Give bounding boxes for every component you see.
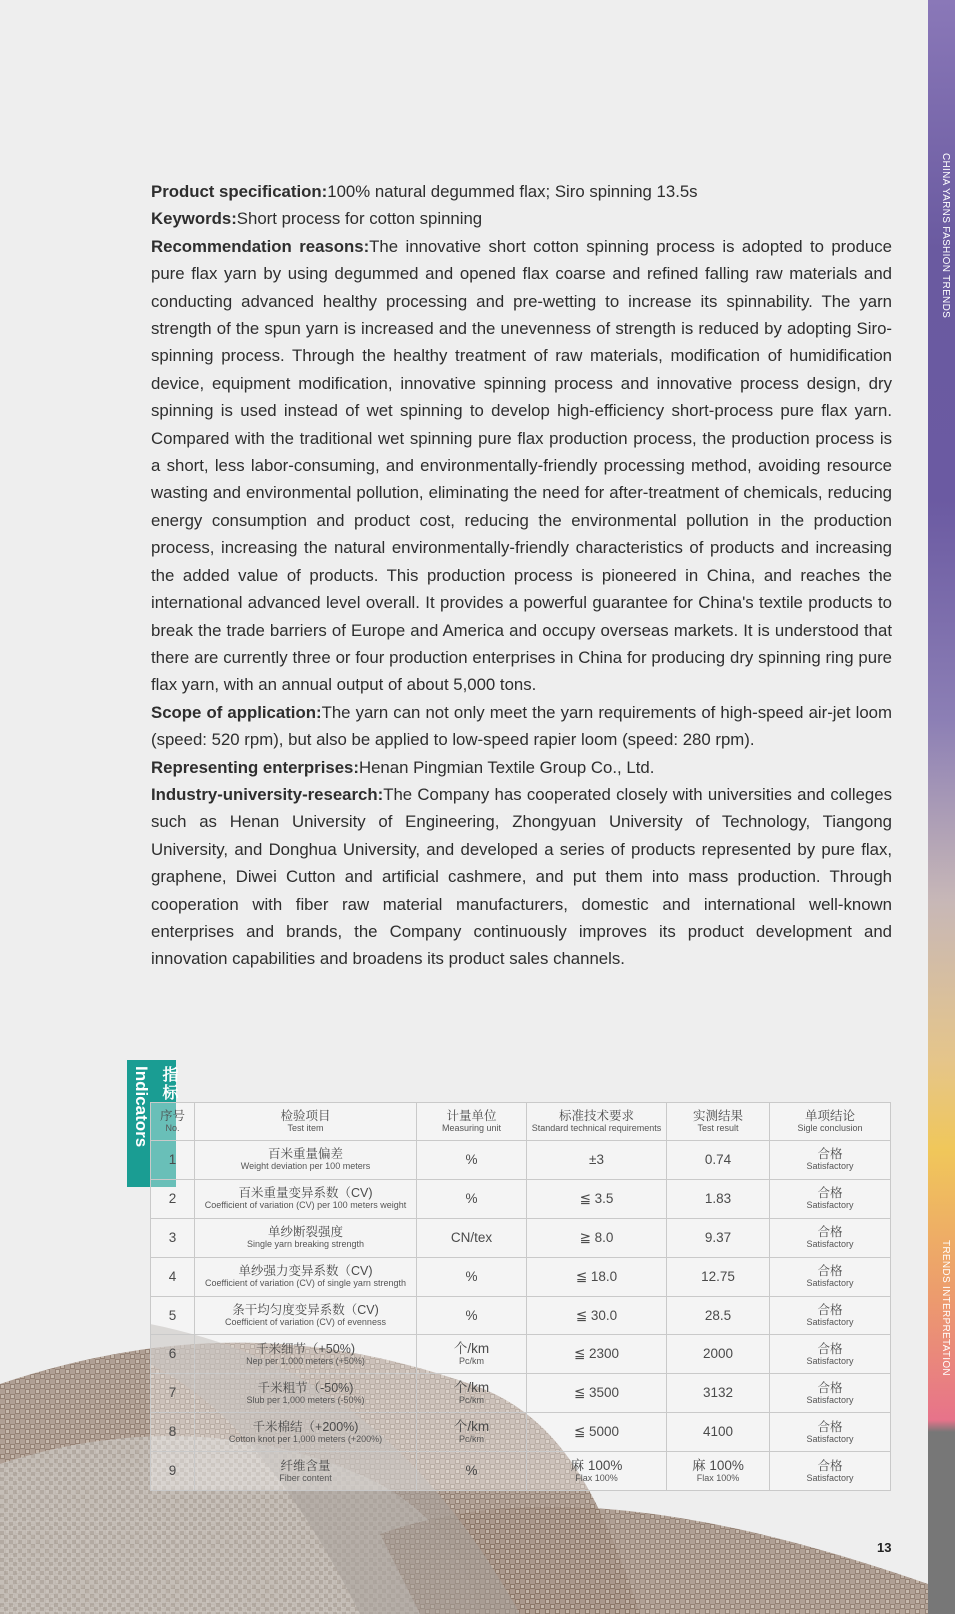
header-en: Measuring unit: [441, 1123, 502, 1133]
cell-no: [151, 1374, 195, 1413]
cell-unit-value: %: [465, 1307, 478, 1323]
enterprises-label: Representing enterprises:: [151, 757, 359, 777]
scope-label: Scope of application:: [151, 702, 322, 722]
scope-paragraph: [151, 699, 892, 754]
indicators-tab-en: Indicators: [132, 1066, 151, 1148]
cell-unit: [417, 1335, 527, 1374]
cell-standard: [527, 1179, 667, 1218]
cell-conclusion: [770, 1413, 891, 1452]
cell-conclusion: [770, 1179, 891, 1218]
cell-conclusion-sub: Satisfactory: [806, 1161, 854, 1172]
scope-text: The yarn can not only meet the yarn requirements of high-speed air-jet loom (speed: 520 rpm), but also be applied to low-speed rapier loom (speed: 280 rpm).: [151, 702, 892, 750]
cell-standard: [527, 1452, 667, 1491]
cell-unit-sub: Pc/km: [458, 1394, 484, 1405]
reasons-text: The innovative short cotton spinning process is adopted to produce pure flax yarn by using degummed and opened flax coarse and refined falling raw materials and conducting advanced healthy processing and pre-wetting to increase its spinnability. The yarn strength of the spun yarn is increased and the unevenness of strength is reduced by adopting Siro-spinning process. Through the healthy treatment of raw materials, modification of humidification device, equipment modification, innovative spinning process and innovative process design, dry spinning is used instead of wet spinning to develop high-efficiency short-process pure flax yarn. Compared with the traditional wet spinning pure flax production process, the production process is a short, less labor-consuming, and environmentally-friendly processing method, avoiding resource wasting and environmental pollution, eliminating the need for after-treatment of chemicals, reducing energy consumption and product cost, reducing the environmental pollution in the production process, increasing the natural environmentally-friendly characteristics of products and increasing the added value of products. This production process is pioneered in China, and reaches the international advanced level overall. It provides a powerful guarantee for China's textile products to break the trade barriers of Europe and America and occupy overseas markets. It is understood that there are currently three or four production enterprises in China for producing dry spinning ring pure flax yarn, with an annual output of about 5,000 tons.: [151, 236, 892, 695]
cell-conclusion-value: 合格: [817, 1419, 843, 1434]
cell-unit-sub: Pc/km: [458, 1433, 484, 1444]
cell-no: [151, 1257, 195, 1296]
header-en: Test result: [697, 1123, 739, 1133]
cell-conclusion: [770, 1141, 891, 1180]
cell-result: [667, 1452, 770, 1491]
enterprises-text: Henan Pingmian Textile Group Co., Ltd.: [358, 757, 655, 777]
cell-item-value: 单纱强力变异系数（CV): [238, 1264, 373, 1279]
header-en: No.: [165, 1123, 180, 1133]
cell-item: [195, 1413, 417, 1452]
cell-conclusion-value: 合格: [817, 1341, 843, 1356]
cell-no: [151, 1413, 195, 1452]
cell-no: [151, 1296, 195, 1335]
cell-item-sub: Nep per 1,000 meters (+50%): [246, 1355, 365, 1366]
cell-item: [195, 1179, 417, 1218]
cell-result-value: 2000: [702, 1346, 734, 1362]
spec-label: Product specification:: [151, 182, 328, 201]
cell-conclusion-sub: Satisfactory: [806, 1278, 854, 1289]
cell-conclusion: [770, 1218, 891, 1257]
cell-conclusion: [770, 1452, 891, 1491]
cell-item: [195, 1452, 417, 1491]
iur-paragraph: [151, 781, 892, 973]
cell-unit-value: 个/km: [453, 1418, 490, 1434]
header-cn: 序号: [159, 1109, 185, 1123]
cell-result: [667, 1413, 770, 1452]
cell-result-value: 4100: [702, 1424, 734, 1440]
cell-item-value: 条干均匀度变异系数（CV): [232, 1303, 379, 1317]
cell-no: [151, 1141, 195, 1180]
cell-no: [151, 1335, 195, 1374]
cell-result: [667, 1374, 770, 1413]
cell-item: [195, 1335, 417, 1374]
cell-item-value: 千米棉结（+200%): [252, 1419, 359, 1434]
cell-result-value: 0.74: [704, 1151, 732, 1167]
iur-label: Industry-university-research:: [151, 784, 384, 804]
cell-conclusion-sub: Satisfactory: [806, 1239, 854, 1250]
cell-standard-value: 麻 100%: [570, 1457, 623, 1473]
cell-conclusion-value: 合格: [817, 1264, 843, 1279]
cell-result-value: 28.5: [704, 1307, 732, 1323]
cell-item-value: 千米粗节（-50%): [257, 1380, 354, 1395]
header-std: [527, 1103, 667, 1141]
cell-standard-value: ±3: [589, 1151, 604, 1167]
header-no: [151, 1103, 195, 1141]
cell-unit: [417, 1179, 527, 1218]
cell-item-sub: Slub per 1,000 meters (-50%): [246, 1394, 365, 1405]
header-en: Standard technical requirements: [531, 1123, 662, 1133]
cell-conclusion-value: 合格: [817, 1458, 843, 1473]
iur-text: The Company has cooperated closely with universities and colleges such as Henan University of Engineering, Zhongyuan University of Technology, Tiangong University, and Donghua University, and developed a series of products represented by pure flax, graphene, Diwei Cutton and artificial cashmere, and put them into mass production. Through cooperation with fiber raw material manufacturers, domestic and international well-known enterprises and brands, the Company continuously improves its product development and innovation capabilities and broadens its product sales channels.: [151, 784, 892, 969]
keywords-text: Short process for cotton spinning: [236, 209, 483, 229]
cell-item-value: 纤维含量: [280, 1458, 331, 1473]
cell-item-sub: Fiber content: [279, 1472, 332, 1483]
cell-item-value: 千米细节（+50%): [256, 1341, 355, 1356]
table-row: [151, 1413, 891, 1452]
table-row: [151, 1374, 891, 1413]
cell-no-value: 7: [168, 1385, 177, 1401]
cell-result-value: 麻 100%: [692, 1457, 744, 1473]
spec-text: 100% natural degummed flax; Siro spinning 13.5s: [327, 182, 698, 201]
cell-item: [195, 1296, 417, 1335]
cell-unit-value: %: [465, 1463, 478, 1479]
cell-item: [195, 1141, 417, 1180]
table-row: [151, 1296, 891, 1335]
cell-standard-value: ≦ 2300: [573, 1346, 620, 1362]
cell-standard: [527, 1257, 667, 1296]
header-cn: 实测结果: [692, 1109, 743, 1123]
cell-no-value: 8: [168, 1424, 177, 1440]
cell-standard-value: ≦ 18.0: [575, 1268, 618, 1284]
header-cn: 标准技术要求: [558, 1109, 634, 1123]
keywords-label: Keywords:: [151, 209, 237, 229]
cell-result: [667, 1141, 770, 1180]
cell-item-sub: Coefficient of variation (CV) per 100 meters weight: [204, 1200, 407, 1211]
cell-result-value: 9.37: [704, 1229, 732, 1245]
cell-standard-value: ≦ 5000: [573, 1424, 620, 1440]
cell-unit-value: %: [465, 1268, 478, 1284]
cell-unit: [417, 1141, 527, 1180]
cell-unit-value: 个/km: [453, 1340, 490, 1356]
indicators-tab-cn: 指标: [160, 1066, 177, 1102]
cell-result: [667, 1335, 770, 1374]
cell-no-value: 2: [168, 1190, 177, 1206]
cell-result-value: 1.83: [704, 1190, 732, 1206]
table-row: [151, 1218, 891, 1257]
cell-no-value: 5: [168, 1307, 177, 1323]
table-row: [151, 1141, 891, 1180]
cell-item: [195, 1257, 417, 1296]
table-header-row: [151, 1103, 891, 1141]
cell-standard: [527, 1413, 667, 1452]
cell-standard: [527, 1218, 667, 1257]
cell-result-value: 12.75: [701, 1268, 735, 1284]
cell-result: [667, 1257, 770, 1296]
cell-no-value: 6: [168, 1346, 177, 1362]
indicators-table: [150, 1102, 891, 1491]
cell-no-value: 1: [168, 1151, 177, 1167]
table-row: [151, 1452, 891, 1491]
reasons-label: Recommendation reasons:: [151, 236, 370, 256]
side-title-bottom: TRENDS INTERPRETATION: [940, 1240, 951, 1376]
header-en: Test item: [287, 1123, 324, 1133]
table-row: [151, 1179, 891, 1218]
cell-conclusion-sub: Satisfactory: [806, 1355, 854, 1366]
cell-standard-value: ≦ 3.5: [579, 1190, 614, 1206]
side-decoration-strip: [928, 0, 955, 1614]
cell-standard-value: ≦ 30.0: [575, 1307, 618, 1323]
cell-no-value: 3: [168, 1229, 177, 1245]
header-result: [667, 1103, 770, 1141]
page-number: 13: [877, 1540, 892, 1555]
cell-item-sub: Cotton knot per 1,000 meters (+200%): [228, 1433, 383, 1444]
cell-no-value: 9: [168, 1463, 177, 1479]
cell-standard-value: ≧ 8.0: [579, 1229, 614, 1245]
cell-result: [667, 1296, 770, 1335]
cell-no-value: 4: [168, 1268, 177, 1284]
cell-unit: [417, 1218, 527, 1257]
cell-standard: [527, 1296, 667, 1335]
cell-result-sub: Flax 100%: [696, 1472, 740, 1483]
table-row: [151, 1257, 891, 1296]
cell-conclusion: [770, 1374, 891, 1413]
cell-conclusion: [770, 1335, 891, 1374]
header-cn: 检验项目: [280, 1109, 331, 1123]
cell-conclusion-sub: Satisfactory: [806, 1394, 854, 1405]
cell-standard: [527, 1374, 667, 1413]
header-item: [195, 1103, 417, 1141]
cell-no: [151, 1179, 195, 1218]
cell-item-sub: Coefficient of variation (CV) of single yarn strength: [205, 1278, 406, 1289]
cell-conclusion-value: 合格: [817, 1186, 843, 1201]
cell-standard: [527, 1141, 667, 1180]
cell-conclusion-sub: Satisfactory: [806, 1433, 854, 1444]
keywords-paragraph: [151, 205, 892, 232]
cell-conclusion-sub: Satisfactory: [806, 1200, 854, 1211]
cell-standard-value: ≦ 3500: [573, 1385, 620, 1401]
cell-conclusion-value: 合格: [817, 1303, 843, 1317]
cell-unit-sub: Pc/km: [458, 1355, 484, 1366]
header-en: Sigle conclusion: [797, 1123, 863, 1133]
cell-conclusion-value: 合格: [817, 1225, 843, 1240]
cell-item-value: 百米重量偏差: [267, 1147, 343, 1162]
cell-conclusion-sub: Satisfactory: [806, 1472, 854, 1483]
cell-result: [667, 1218, 770, 1257]
header-cn: 计量单位: [446, 1109, 497, 1123]
spec-paragraph: [151, 178, 892, 205]
enterprises-paragraph: [151, 754, 892, 781]
cell-standard-sub: Flax 100%: [575, 1472, 618, 1483]
cell-unit-value: %: [465, 1190, 478, 1206]
cell-unit-value: 个/km: [453, 1379, 490, 1395]
cell-unit-value: %: [465, 1151, 478, 1167]
cell-item-value: 百米重量变异系数（CV): [238, 1186, 373, 1201]
cell-conclusion: [770, 1296, 891, 1335]
cell-item-value: 单纱断裂强度: [267, 1225, 343, 1240]
table-row: [151, 1335, 891, 1374]
cell-unit: [417, 1257, 527, 1296]
cell-conclusion: [770, 1257, 891, 1296]
cell-unit: [417, 1452, 527, 1491]
cell-item-sub: Coefficient of variation (CV) of evenness: [225, 1317, 386, 1327]
side-title-top: CHINA YARNS FASHION TRENDS: [940, 153, 951, 319]
cell-unit: [417, 1374, 527, 1413]
cell-item: [195, 1218, 417, 1257]
cell-standard: [527, 1335, 667, 1374]
cell-conclusion-value: 合格: [817, 1147, 843, 1162]
cell-item-sub: Weight deviation per 100 meters: [240, 1161, 371, 1172]
header-concl: [770, 1103, 891, 1141]
cell-no: [151, 1218, 195, 1257]
cell-result: [667, 1179, 770, 1218]
main-article: [151, 178, 892, 973]
header-cn: 单项结论: [804, 1109, 855, 1123]
cell-conclusion-sub: Satisfactory: [806, 1317, 854, 1327]
cell-unit: [417, 1296, 527, 1335]
cell-result-value: 3132: [702, 1385, 734, 1401]
cell-no: [151, 1452, 195, 1491]
cell-unit: [417, 1413, 527, 1452]
cell-item: [195, 1374, 417, 1413]
cell-item-sub: Single yarn breaking strength: [246, 1239, 365, 1250]
cell-unit-value: CN/tex: [450, 1229, 493, 1245]
cell-conclusion-value: 合格: [817, 1380, 843, 1395]
header-unit: [417, 1103, 527, 1141]
reasons-paragraph: [151, 233, 892, 699]
